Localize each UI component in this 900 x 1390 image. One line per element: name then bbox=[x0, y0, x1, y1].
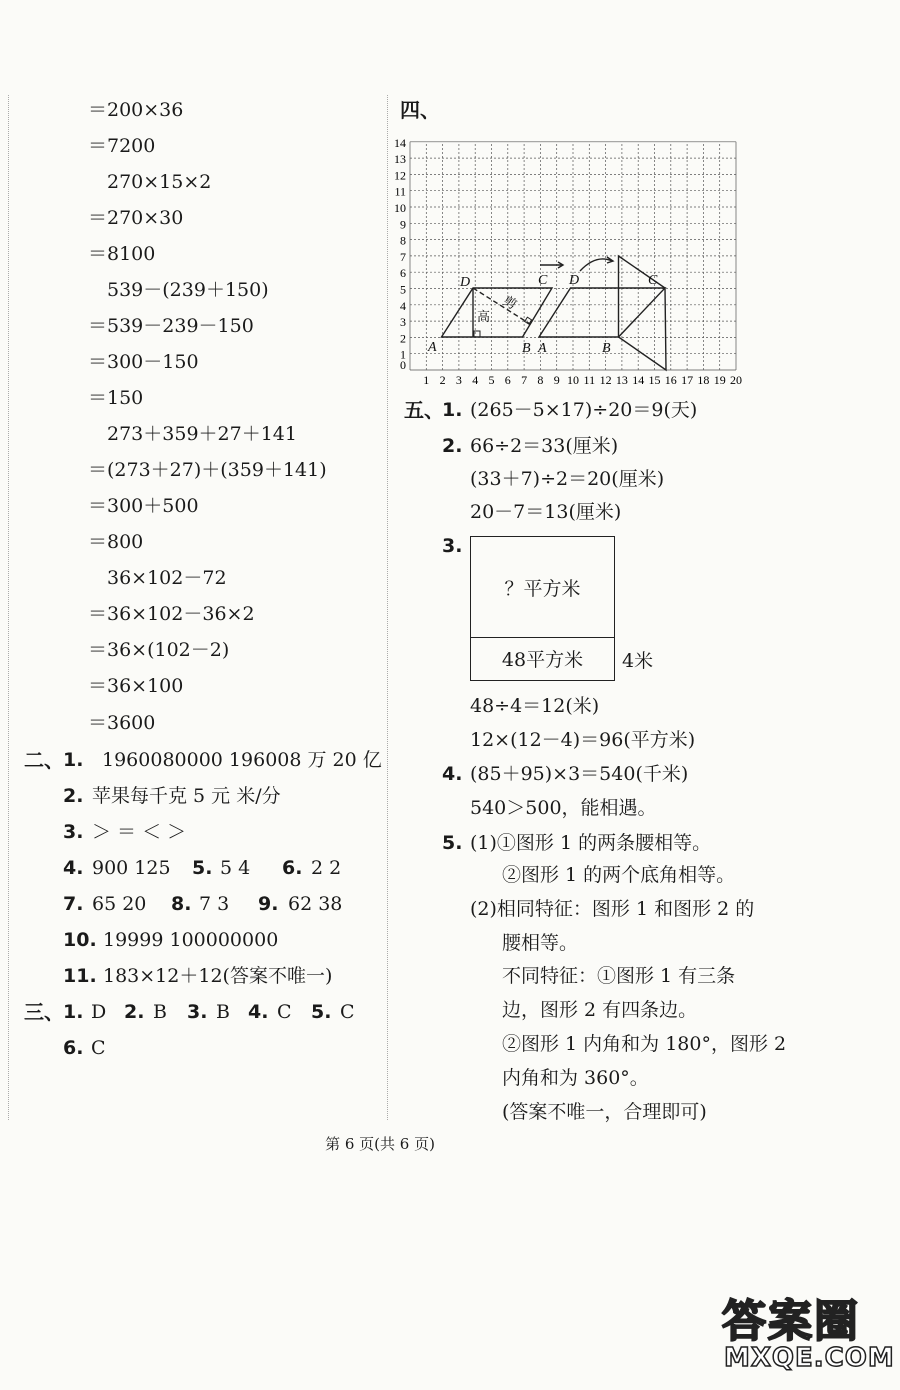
calc-line: ＝36×100 bbox=[88, 675, 184, 697]
item-number: 4. bbox=[442, 763, 463, 785]
calc-line: ＝150 bbox=[88, 387, 144, 409]
unknown-area-label: ？平方米 bbox=[471, 537, 614, 638]
y-tick-label: 2 bbox=[400, 331, 406, 346]
x-tick-label: 6 bbox=[504, 373, 511, 387]
y-tick-label: 14 bbox=[394, 135, 406, 150]
y-tick-label: 3 bbox=[400, 315, 406, 330]
answer-text: 边，图形 2 有四条边。 bbox=[502, 999, 698, 1021]
item-number: 5. bbox=[442, 832, 463, 854]
x-tick-label: 9 bbox=[553, 373, 560, 387]
answer-text: 65 20 bbox=[92, 893, 147, 915]
grid-lines bbox=[410, 142, 736, 370]
x-tick-label: 16 bbox=[664, 373, 677, 387]
item-number: 5. bbox=[192, 857, 213, 879]
side-length-label: 4米 bbox=[622, 650, 654, 672]
answer-text: 2 2 bbox=[311, 857, 342, 879]
point-label-c2: C bbox=[648, 273, 658, 288]
calc-line: ＝7200 bbox=[88, 135, 156, 157]
y-tick-label: 12 bbox=[394, 168, 406, 183]
answer-text: 900 125 bbox=[92, 857, 171, 879]
calc-line: ＝8100 bbox=[88, 243, 156, 265]
x-tick-label: 5 bbox=[488, 373, 495, 387]
arrow-curve bbox=[580, 259, 612, 271]
x-tick-label: 14 bbox=[632, 373, 645, 387]
x-tick-label: 13 bbox=[615, 373, 628, 387]
answer-text: C bbox=[277, 1001, 292, 1023]
moved-triangle bbox=[619, 256, 667, 370]
answer-text: (265－5×17)÷20＝9(天) bbox=[470, 399, 698, 421]
y-tick-label: 13 bbox=[394, 152, 406, 167]
point-label-b: B bbox=[522, 341, 531, 356]
calc-line: ＝539－239－150 bbox=[88, 315, 254, 337]
calc-line: 270×15×2 bbox=[107, 171, 212, 193]
calc-line: ＝800 bbox=[88, 531, 144, 553]
x-tick-label: 4 bbox=[472, 373, 479, 387]
watermark-top-text: 答案圈 bbox=[722, 1296, 860, 1347]
answer-text: ＞ ＝ ＜ ＞ bbox=[92, 821, 187, 843]
y-tick-label: 9 bbox=[400, 217, 406, 232]
x-tick-label: 12 bbox=[599, 373, 612, 387]
parallelogram-right bbox=[539, 288, 665, 337]
y-tick-label: 0 bbox=[400, 358, 406, 372]
y-tick-label: 7 bbox=[400, 249, 406, 264]
calc-line: ＝270×30 bbox=[88, 207, 184, 229]
item-number: 2. bbox=[63, 785, 84, 807]
answer-text: D bbox=[91, 1001, 107, 1023]
calc-line: ＝200×36 bbox=[88, 99, 184, 121]
section-heading: 二、 bbox=[24, 748, 64, 772]
grid-figure bbox=[378, 128, 758, 388]
x-tick-label: 3 bbox=[455, 373, 462, 387]
point-label-a2: A bbox=[538, 341, 547, 356]
answer-text: 5 4 bbox=[220, 857, 251, 879]
known-area-label: 48平方米 bbox=[501, 649, 584, 671]
answer-text: 20－7＝13(厘米) bbox=[470, 501, 622, 523]
item-number: 9. bbox=[258, 893, 279, 915]
item-number: 6. bbox=[282, 857, 303, 879]
point-label-d: D bbox=[460, 275, 471, 290]
y-axis-ticks bbox=[394, 136, 406, 372]
y-tick-label: 11 bbox=[394, 184, 406, 199]
x-tick-label: 18 bbox=[697, 373, 710, 387]
answer-text: (答案不唯一，合理即可) bbox=[502, 1101, 707, 1123]
answer-text: (33＋7)÷2＝20(厘米) bbox=[470, 468, 665, 490]
point-label-d2: D bbox=[569, 273, 580, 288]
cut-label: 剪 bbox=[500, 293, 520, 314]
x-tick-label: 1 bbox=[423, 373, 430, 387]
item-number: 5. bbox=[311, 1001, 332, 1023]
item-number: 10. bbox=[63, 929, 97, 951]
answer-text: ②图形 1 的两个底角相等。 bbox=[502, 864, 736, 886]
section-heading: 三、 bbox=[24, 1000, 64, 1024]
left-margin-rule bbox=[8, 95, 9, 1120]
area-diagram bbox=[470, 536, 615, 681]
answer-text: 66÷2＝33(厘米) bbox=[470, 435, 619, 457]
item-number: 7. bbox=[63, 893, 84, 915]
section-heading: 五、 bbox=[404, 398, 444, 422]
answer-text: 48÷4＝12(米) bbox=[470, 695, 600, 717]
item-number: 1. bbox=[63, 749, 84, 771]
point-label-b2: B bbox=[602, 341, 611, 356]
y-tick-label: 10 bbox=[394, 201, 406, 215]
height-label: 高 bbox=[477, 310, 491, 325]
item-number: 3. bbox=[63, 821, 84, 843]
parallelogram-left bbox=[442, 288, 553, 337]
item-number: 6. bbox=[63, 1037, 84, 1059]
calc-line: ＝36×(102－2) bbox=[88, 639, 230, 661]
item-number: 11. bbox=[63, 965, 97, 987]
item-number: 4. bbox=[63, 857, 84, 879]
x-tick-label: 20 bbox=[730, 373, 742, 387]
item-number: 1. bbox=[63, 1001, 84, 1023]
watermark-bottom-text: MXQE.COM bbox=[724, 1343, 895, 1373]
item-number: 4. bbox=[248, 1001, 269, 1023]
answer-text: (2)相同特征：图形 1 和图形 2 的 bbox=[470, 898, 755, 920]
point-label-a: A bbox=[428, 340, 437, 355]
answer-text: 62 38 bbox=[288, 893, 343, 915]
point-label-c: C bbox=[538, 273, 548, 288]
calc-line: 36×102－72 bbox=[107, 567, 227, 589]
item-number: 3. bbox=[442, 535, 463, 557]
y-tick-label: 4 bbox=[400, 298, 406, 313]
answer-text: (1)①图形 1 的两条腰相等。 bbox=[470, 832, 712, 854]
calc-line: ＝3600 bbox=[88, 712, 156, 734]
answer-text: 7 3 bbox=[199, 893, 230, 915]
watermark-logo bbox=[722, 1285, 895, 1380]
answer-text: ②图形 1 内角和为 180°，图形 2 bbox=[502, 1033, 787, 1055]
answer-text: 1960080000 196008 万 20 亿 bbox=[102, 749, 382, 771]
x-axis-ticks bbox=[423, 373, 742, 387]
answer-text: B bbox=[216, 1001, 230, 1023]
answer-text: C bbox=[91, 1037, 106, 1059]
section-heading: 四、 bbox=[400, 98, 440, 122]
item-number: 1. bbox=[442, 399, 463, 421]
x-tick-label: 10 bbox=[567, 373, 579, 387]
answer-text: 19999 100000000 bbox=[103, 929, 279, 951]
answer-text: 内角和为 360°。 bbox=[502, 1067, 649, 1089]
calc-line: 273＋359＋27＋141 bbox=[107, 423, 297, 445]
answer-text: 不同特征：①图形 1 有三条 bbox=[502, 965, 736, 987]
answer-text: C bbox=[340, 1001, 355, 1023]
x-tick-label: 8 bbox=[537, 373, 544, 387]
x-tick-label: 15 bbox=[648, 373, 661, 387]
answer-text: (85＋95)×3＝540(千米) bbox=[470, 763, 689, 785]
x-tick-label: 7 bbox=[521, 373, 528, 387]
answer-text: 12×(12－4)＝96(平方米) bbox=[470, 729, 696, 751]
x-tick-label: 19 bbox=[713, 373, 726, 387]
calc-line: ＝36×102－36×2 bbox=[88, 603, 255, 625]
item-number: 2. bbox=[442, 435, 463, 457]
answer-text: 540＞500，能相遇。 bbox=[470, 797, 657, 819]
item-number: 2. bbox=[124, 1001, 145, 1023]
answer-text: 183×12＋12(答案不唯一) bbox=[103, 965, 333, 987]
calc-line: ＝300－150 bbox=[88, 351, 199, 373]
y-tick-label: 5 bbox=[400, 282, 406, 297]
x-tick-label: 2 bbox=[439, 373, 446, 387]
calc-line: ＝(273＋27)＋(359＋141) bbox=[88, 459, 327, 481]
calc-line: ＝300＋500 bbox=[88, 495, 199, 517]
x-tick-label: 17 bbox=[681, 373, 694, 387]
answer-text: 腰相等。 bbox=[502, 932, 579, 954]
y-tick-label: 6 bbox=[400, 266, 406, 281]
item-number: 3. bbox=[187, 1001, 208, 1023]
answer-text: 苹果每千克 5 元 米/分 bbox=[92, 785, 281, 807]
answer-text: B bbox=[153, 1001, 167, 1023]
calc-line: 539－(239＋150) bbox=[107, 279, 269, 301]
y-tick-label: 8 bbox=[400, 233, 406, 248]
y-tick-label: 1 bbox=[400, 347, 406, 362]
x-tick-label: 11 bbox=[583, 373, 596, 387]
item-number: 8. bbox=[171, 893, 192, 915]
page-footer: 第 6 页(共 6 页) bbox=[325, 1135, 435, 1153]
